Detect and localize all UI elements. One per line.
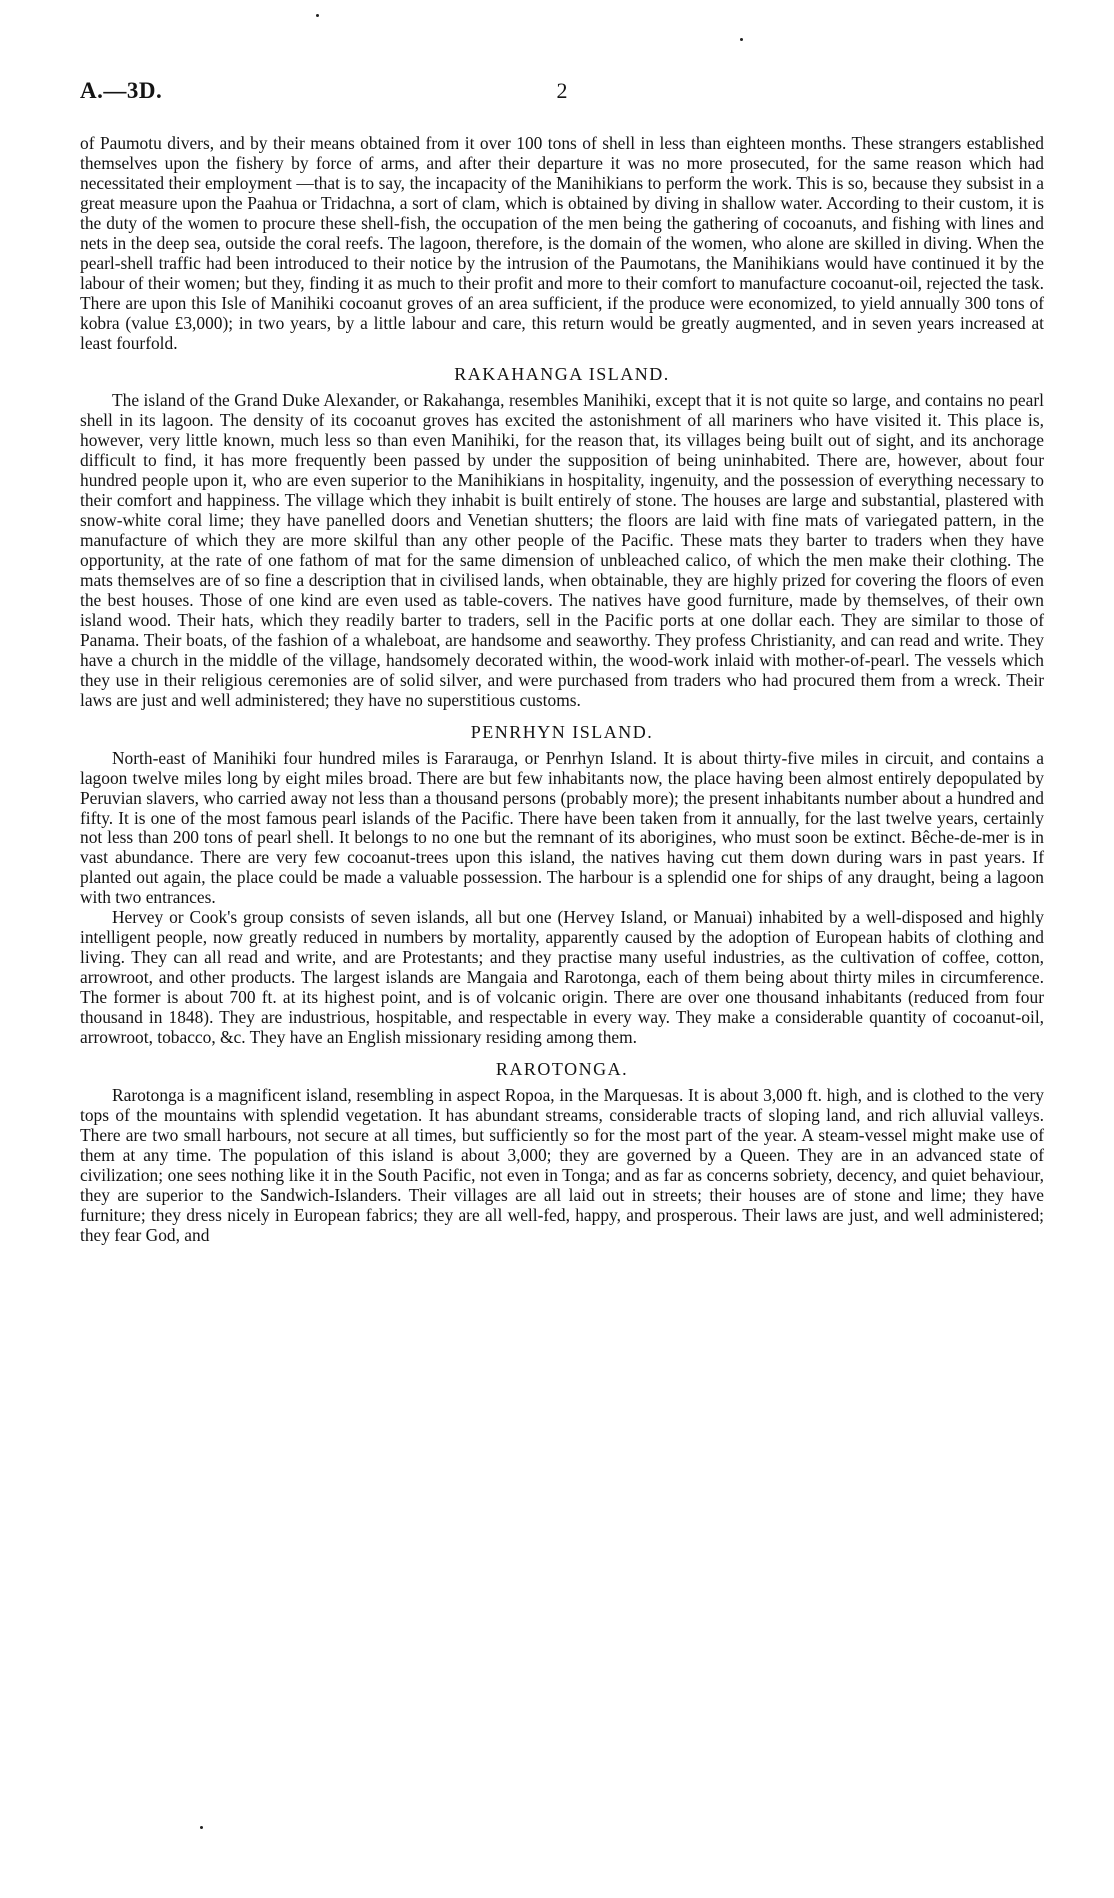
print-speck [200,1826,203,1829]
print-speck [740,38,743,41]
document-body [80,134,1044,1246]
print-speck [316,14,319,17]
heading-penrhyn: PENRHYN ISLAND. [470,721,654,742]
heading-rarotonga: RAROTONGA. [495,1058,629,1079]
paragraph-manihiki: of Paumotu divers, and by their means obtained from it over 100 tons of shell in less than eighteen months. These strangers established themselves upon the fishery by force of arms, and after their departure it was no more prosecuted, for the same reason which had necessitated their employment —that is to say, the incapacity of the Manihikians to perform the work. This is so, because they subsist in a great measure upon the Paahua or Tridachna, a sort of clam, which is obtained by diving in shallow water. According to their custom, it is the duty of the women to procure these shell-fish, the occupation of the men being the gathering of cocoanuts, and fishing with lines and nets in the deep sea, outside the coral reefs. The lagoon, therefore, is the domain of the women, who alone are skilled in diving. When the pearl-shell traffic had been introduced to their notice by the intrusion of the Paumotans, the Manihikians would have continued it by the labour of their women; but they, finding it as much to their profit and more to their comfort to manufacture cocoanut-oil, rejected the task. There are upon this Isle of Manihiki cocoanut groves of an area sufficient, if the produce were economized, to yield annually 300 tons of kobra (value £3,000); in two years, by a little labour and care, this return would be greatly augmented, and in seven years increased at least fourfold. [80,133,1044,353]
page-number: 2 [556,78,568,103]
paragraph-rakahanga: The island of the Grand Duke Alexander, or Rakahanga, resembles Manihiki, except that it is not quite so large, and contains no pearl shell in its lagoon. The density of its cocoanut groves has excited the astonishment of all mariners who have visited it. This place is, however, very little known, much less so than even Manihiki, for the reason that, its villages being built out of sight, and its anchorage difficult to find, it has more frequently been passed by under the supposition of being uninhabited. There are, however, about four hundred people upon it, who are even superior to the Manihikians in hospitality, ingenuity, and the possession of everything necessary to their comfort and happiness. The village which they inhabit is built entirely of stone. The houses are large and substantial, plastered with snow-white coral lime; they have panelled doors and Venetian shutters; the floors are laid with fine mats of variegated pattern, in the manufacture of which they are more skilful than any other people of the Pacific. These mats they barter to traders when they have opportunity, at the rate of one fathom of mat for the same dimension of unbleached calico, of which the men make their clothing. The mats themselves are of so fine a description that in civilised lands, when obtainable, they are highly prized for covering the floors of even the best houses. Those of one kind are even used as table-covers. The natives have good furniture, made by themselves, of their own island wood. Their hats, which they readily barter to traders, sell in the Pacific ports at one dollar each. They are similar to those of Panama. Their boats, of the fashion of a whaleboat, are handsome and seaworthy. They profess Christianity, and can read and write. They have a church in the middle of the village, handsomely decorated within, the wood-work inlaid with mother-of-pearl. The vessels which they use in their religious ceremonies are of solid silver, and were purchased from traders who had procured them from a wreck. Their laws are just and well administered; they have no superstitious customs. [80,390,1044,710]
page-header [80,78,1044,118]
paragraph-penrhyn: North-east of Manihiki four hundred miles is Fararauga, or Penrhyn Island. It is about thirty-five miles in circuit, and contains a lagoon twelve miles long by eight miles broad. There are but few inhabitants now, the place having been almost entirely depopulated by Peruvian slavers, who carried away not less than a thousand persons (probably more); the present inhabitants number about a hundred and fifty. It is one of the most famous pearl islands of the Pacific. There have been taken from it annually, for the last twelve years, certainly not less than 200 tons of pearl shell. It belongs to no one but the remnant of its aborigines, who must soon be extinct. Bêche-de-mer is in vast abundance. There are very few cocoanut-trees upon this island, the natives having cut them down during wars in past years. If planted out again, the place could be made a valuable possession. The harbour is a splendid one for ships of any draught, being a lagoon with two entrances. [80,747,1044,908]
paragraph-hervey-group: Hervey or Cook's group consists of seven islands, all but one (Hervey Island, or Manuai) inhabited by a well-disposed and highly intelligent people, now greatly reduced in numbers by mortality, apparently caused by the adoption of European habits of clothing and living. They can all read and write, and are Protestants; and they practise many useful industries, as the cultivation of coffee, cotton, arrowroot, and other products. The largest islands are Mangaia and Rarotonga, each of them being about thirty miles in circumference. The former is about 700 ft. at its highest point, and is of volcanic origin. There are over one thousand inhabitants (reduced from four thousand in 1848). They are industrious, hospitable, and respectable in every way. They make a considerable quantity of cocoanut-oil, arrowroot, tobacco, &c. They have an English missionary residing among them. [80,907,1044,1047]
document-page [80,78,1044,1246]
paragraph-rarotonga: Rarotonga is a magnificent island, resembling in aspect Ropoa, in the Marquesas. It is about 3,000 ft. high, and is clothed to the very tops of the mountains with splendid vegetation. It has abundant streams, considerable tracts of sloping land, and rich alluvial valleys. There are two small harbours, not secure at all times, but sufficiently so for the most part of the year. A steam-vessel might make use of them at any time. The population of this island is about 3,000; they are governed by a Queen. They are in an advanced state of civilization; one sees nothing like it in the South Pacific, not even in Tonga; and as far as concerns sobriety, decency, and quiet behaviour, they are superior to the Sandwich-Islanders. Their villages are all laid out in streets; their houses are of stone and lime; they have furniture; they dress nicely in European fabrics; they are all well-fed, happy, and prosperous. Their laws are just, and well administered; they fear God, and [80,1084,1044,1245]
document-reference: A.—3D. [80,78,163,103]
heading-rakahanga: RAKAHANGA ISLAND. [454,364,670,385]
